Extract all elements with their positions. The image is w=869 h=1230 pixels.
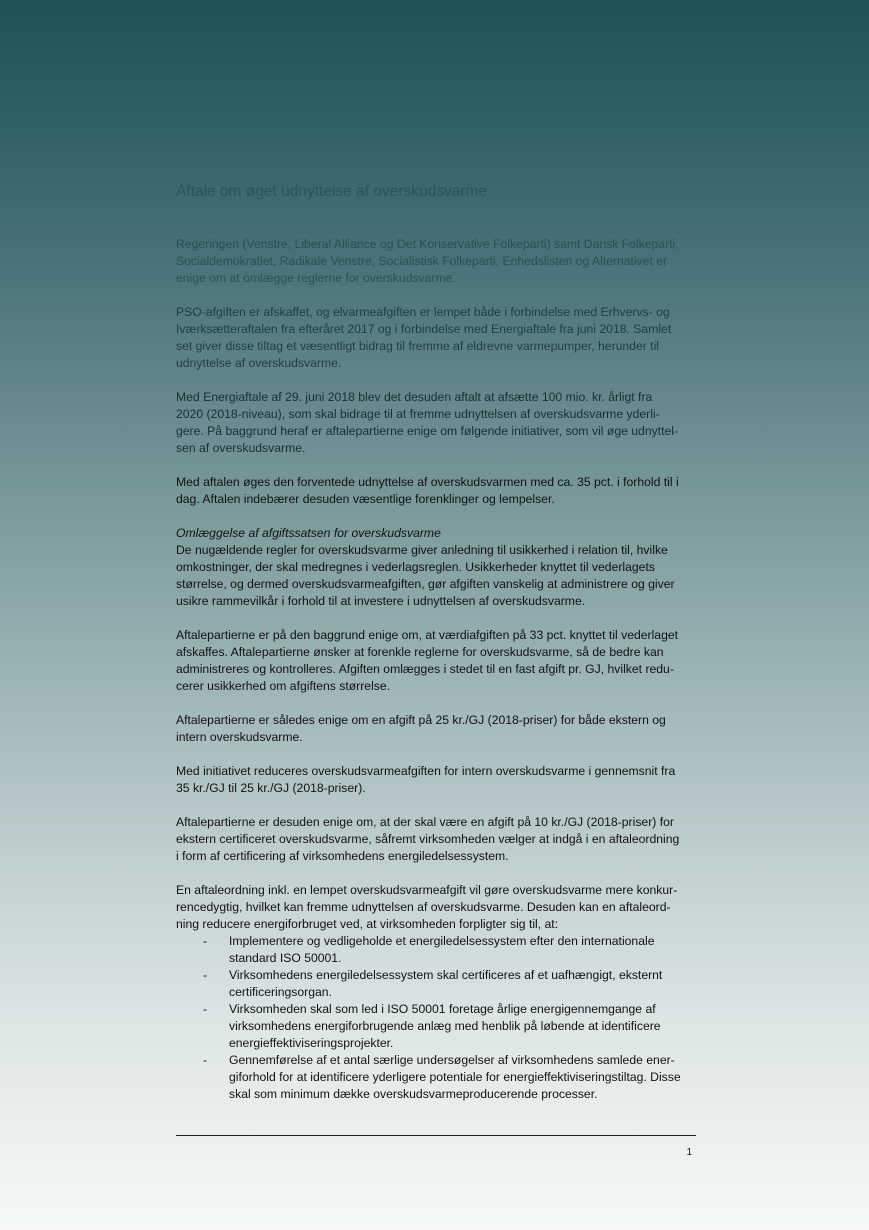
section-subheading: Omlæggelse af afgiftssatsen for overskudsvarme <box>176 526 441 540</box>
text-line: 2020 (2018-niveau), som skal bidrage til at fremme udnyttelsen af overskudsvarme yderli- <box>176 407 660 421</box>
list-item <box>176 1052 696 1103</box>
text-line: administreres og kontrolleres. Afgiften omlægges i stedet til en fast afgift pr. GJ, hvilket redu- <box>176 662 674 676</box>
text-line: enige om at omlægge reglerne for overskudsvarme. <box>176 271 456 285</box>
paragraph-expected-utilization <box>176 474 696 508</box>
paragraph-rate-restructuring <box>176 525 696 610</box>
text-line: Virksomhedens energiledelsessystem skal certificeres af et uafhængigt, eksternt <box>229 968 663 982</box>
text-line: sen af overskudsvarme. <box>176 441 306 455</box>
text-line: PSO-afgiften er afskaffet, og elvarmeafgiften er lempet både i forbindelse med Erhvervs- og <box>176 305 670 319</box>
text-line: intern overskudsvarme. <box>176 730 303 744</box>
bullet-dash: - <box>203 934 208 948</box>
text-line: Med Energiaftale af 29. juni 2018 blev det desuden aftalt at afsætte 100 mio. kr. årligt fra <box>176 390 653 404</box>
text-line: størrelse, og dermed overskudsvarmeafgiften, gør afgiften vanskelig at administrere og giver <box>176 577 675 591</box>
text-line: usikre rammevilkår i forhold til at investere i udnyttelsen af overskudsvarme. <box>176 594 586 608</box>
text-line: afskaffes. Aftalepartierne ønsker at forenkle reglerne for overskudsvarme, så de bedre kan <box>176 645 664 659</box>
text-line: i form af certificering af virksomhedens energiledelsessystem. <box>176 849 509 863</box>
text-line: giforhold for at identificere yderligere potentiale for energieffektiviseringstiltag. Disse <box>229 1070 681 1084</box>
text-line: ning reducere energiforbruget ved, at virksomheden forpligter sig til, at: <box>176 917 559 931</box>
paragraph-pso <box>176 304 696 372</box>
text-line: Aftalepartierne er således enige om en afgift på 25 kr./GJ (2018-priser) for både ekstern og <box>176 713 666 727</box>
paragraph-25kr <box>176 712 696 746</box>
text-line: Aftalepartierne er på den baggrund enige om, at værdiafgiften på 33 pct. knyttet til vederlaget <box>176 628 679 642</box>
text-line: standard ISO 50001. <box>229 951 342 965</box>
text-line: gere. På baggrund heraf er aftalepartierne enige om følgende initiativer, som vil øge udnyttel- <box>176 424 679 438</box>
text-line: udnyttelse af overskudsvarme. <box>176 356 342 370</box>
obligations-list <box>176 933 696 1103</box>
document-title: Aftale om øget udnyttelse af overskudsvarme <box>176 183 488 200</box>
list-item <box>176 967 696 1001</box>
text-line: Aftalepartierne er desuden enige om, at der skal være en afgift på 10 kr./GJ (2018-priser) for <box>176 815 674 829</box>
document-page <box>176 0 696 1230</box>
paragraph-reduction <box>176 763 696 797</box>
text-line: cerer usikkerhed om afgiftens størrelse. <box>176 679 391 693</box>
text-line: 35 kr./GJ til 25 kr./GJ (2018-priser). <box>176 781 366 795</box>
text-line: omkostninger, der skal medregnes i vederlagsreglen. Usikkerheder knyttet til vederlagets <box>176 560 655 574</box>
text-line: De nugældende regler for overskudsvarme giver anledning til usikkerhed i relation til, hvilke <box>176 543 668 557</box>
paragraph-parties <box>176 236 696 287</box>
bullet-dash: - <box>203 1002 208 1016</box>
list-item <box>176 933 696 967</box>
bullet-dash: - <box>203 968 208 982</box>
paragraph-value-tax <box>176 627 696 695</box>
text-line: Gennemførelse af et antal særlige undersøgelser af virksomhedens samlede ener- <box>229 1053 675 1067</box>
text-line: Regeringen (Venstre, Liberal Alliance og Det Konservative Folkeparti) samt Dansk Folkeparti, <box>176 237 679 251</box>
list-item <box>176 1001 696 1052</box>
page-number: 1 <box>686 1147 692 1158</box>
text-line: ekstern certificeret overskudsvarme, såfremt virksomheden vælger at indgå i en aftaleordning <box>176 832 680 846</box>
text-line: virksomhedens energiforbrugende anlæg med henblik på løbende at identificere <box>229 1019 661 1033</box>
text-line: dag. Aftalen indebærer desuden væsentlige forenklinger og lempelser. <box>176 492 555 506</box>
text-line: En aftaleordning inkl. en lempet overskudsvarmeafgift vil gøre overskudsvarme mere konkur- <box>176 883 678 897</box>
text-line: Med aftalen øges den forventede udnyttelse af overskudsvarmen med ca. 35 pct. i forhold til i <box>176 475 679 489</box>
text-line: set giver disse tiltag et væsentligt bidrag til fremme af eldrevne varmepumper, herunder til <box>176 339 659 353</box>
text-line: Socialdemokratiet, Radikale Venstre, Socialistisk Folkeparti, Enhedslisten og Alternativet er <box>176 254 668 268</box>
text-line: rencedygtig, hvilket kan fremme udnyttelsen af overskudsvarme. Desuden kan en aftaleord- <box>176 900 671 914</box>
text-line: Iværksætteraftalen fra efteråret 2017 og i forbindelse med Energiaftale fra juni 2018. Samlet <box>176 322 672 336</box>
text-line: energieffektiviseringsprojekter. <box>229 1036 394 1050</box>
paragraph-energiaftale <box>176 389 696 457</box>
bullet-dash: - <box>203 1053 208 1067</box>
text-line: Implementere og vedligeholde et energiledelsessystem efter den internationale <box>229 934 655 948</box>
text-line: Virksomheden skal som led i ISO 50001 foretage årlige energigennemgange af <box>229 1002 656 1016</box>
text-line: skal som minimum dække overskudsvarmeproducerende processer. <box>229 1087 598 1101</box>
footer-divider <box>176 1135 696 1136</box>
paragraph-10kr <box>176 814 696 865</box>
text-line: Med initiativet reduceres overskudsvarmeafgiften for intern overskudsvarme i gennemsnit fra <box>176 764 676 778</box>
text-line: certificeringsorgan. <box>229 985 332 999</box>
document-body <box>176 236 696 1103</box>
paragraph-agreement-scheme <box>176 882 696 1103</box>
